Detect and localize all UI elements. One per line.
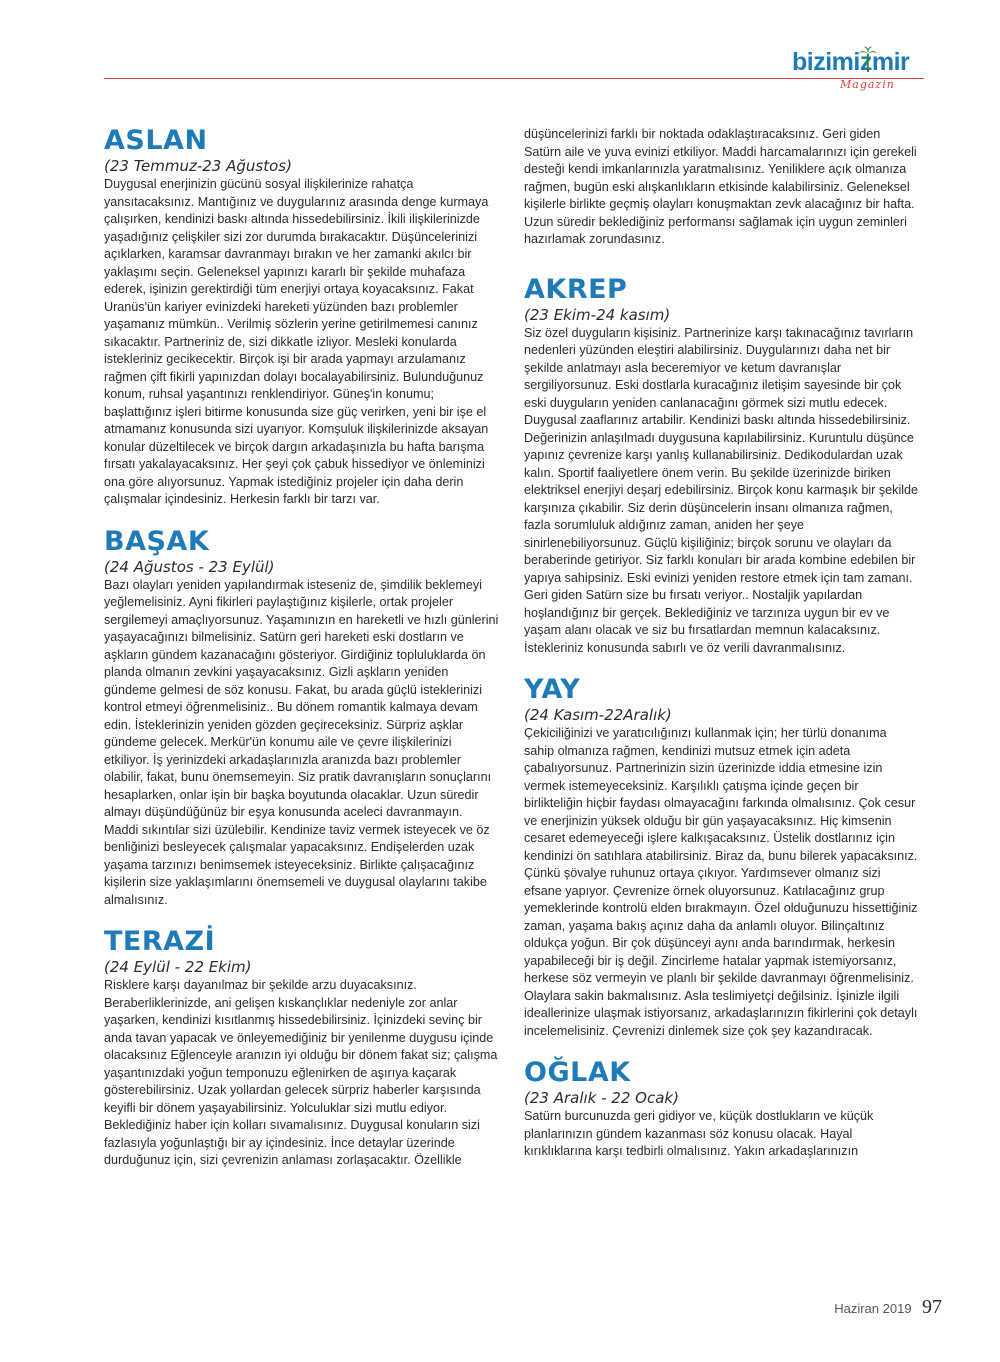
sign-title: ASLAN [104,125,208,156]
sign-text: Duygusal enerjinizin gücünü sosyal ilişkilerinize rahatça yansıtacaksınız. Mantığınız ve duygularınız arasında denge kurmaya çalışırken, kendinizi baskı altında hissedebilirsiniz. İkili ilişkilerinizde yaşadığınız çelişkiler sizi zor durumda bırakacaktır. Düşüncelerinizi açıklarken, karamsar davranmayı bırakın ve her zamanki akılcı bir yaklaşımı seçin. Geleneksel yapınızı kararlı bir şekilde muhafaza ederek, işinizin gerektirdiği tüm enerjiyi ortaya koyacaksınız. Fakat Uranüs'ün kariyer evinizdeki hareketi yüzünden bazı problemler yaşamanız mümkün.. Verilmiş sözlerin yerine getirilmemesi canınız sıkacaktır. Partneriniz de, sizi dikkatle izliyor. Mesleki konularda istekleriniz gecikecektir. Birçok işi bir arada yapmayı arzulamanız rağmen çift fikirli yapınızdan dolayı bocalayabilirsiniz. Bulunduğunuz konum, ruhsal yaşantınızı renklendiriyor. Güneş'in konumu; başlattığınız işleri bitirme konusunda size güç verirken, yeni bir işe el atmamanız konusunda sizi uyarıyor. Komşuluk ilişkilerinizde aksayan konular düzeltilecek ve birçok dargın arkadaşınızla bu hafta barışma fırsatı yakalayacaksınız. Her şeyi çok çabuk hissediyor ve önleminizi ona göre alıyorsunuz. Yapmak istediğiniz projeler için daha derin çalışmalar içindesiniz. Herkesin farklı bir tarzı var. [104,177,489,506]
sign-section-oglak [524,1058,920,1161]
palm-tree-icon [859,46,877,72]
continued-text-section [524,126,920,249]
sign-dates: (23 Aralık - 22 Ocak) [524,1089,679,1107]
sign-title: YAY [524,674,581,705]
sign-dates: (23 Ekim-24 kasım) [524,305,671,324]
sign-text: Satürn burcunuzda geri gidiyor ve, küçük dostlukların ve küçük planlarınızın gündem kazanması söz konusu olacak. Hayal kırıklıklarına karşı tedbirli olmalısınız. Yakın arkadaşlarınızın [524,1109,874,1158]
continued-text: düşüncelerinizi farklı bir noktada odaklaştıracaksınız. Geri giden Satürn aile ve yuva evinizi etkiliyor. Maddi harcamalarınızı için gerekeli desteği kendi imkanlarınızla yaratmalısınız. Yeniliklere açık olmanıza rağmen, bugün eski alışkanlıkların etkisinde kalabilirsiniz. Geleneksel kişilerle birlikte geçmiş olayları konuşmaktan zevk alacağınız bir hafta. Uzun süredir beklediğiniz performansı sağlamak için uygun zeminleri hazırlamak zorundasınız. [524,127,917,246]
page-footer [834,1296,942,1319]
left-column [104,126,499,1188]
issue-date: Haziran 2019 [834,1301,912,1316]
sign-section-basak [104,527,499,910]
logo-subtitle: Magazin [840,78,895,91]
logo-wordmark: bizimizmir [792,48,910,76]
sign-dates: (23 Temmuz-23 Ağustos) [104,157,292,175]
brand-logo[interactable] [792,48,922,94]
sign-dates: (24 Kasım-22Aralık) [524,706,672,724]
sign-dates: (24 Eylül - 22 Ekim) [104,958,252,976]
sign-title: OĞLAK [524,1057,631,1088]
sign-section-akrep [524,275,920,658]
page-number: 97 [922,1296,942,1318]
sign-section-terazi [104,927,499,1170]
sign-title: BAŞAK [104,525,210,557]
right-column [524,126,920,1179]
sign-title: AKREP [524,273,628,305]
sign-dates: (24 Ağustos - 23 Eylül) [104,557,275,576]
sign-section-aslan [104,126,499,509]
sign-title: TERAZİ [104,926,216,957]
sign-section-yay [524,675,920,1040]
sign-text: Bazı olayları yeniden yapılandırmak isteseniz de, şimdilik beklemeyi yeğlemelisiniz. Ayni fikirleri paylaştığınız kişilerle, ortak projeler sergilemeyi amaçlıyorsunuz. Yaşamınızın en hareketli ve hızlı günlerini yaşayacağınızı bilmelisiniz. Satürn geri hareketi eski dostların ve aşkların gündem kazanacağını gösteriyor. Girdiğiniz topluluklarda ön planda olmanın zevkini yaşayacaksınız. Gizli aşkların yeniden gündeme gelmesi de söz konusu. Fakat, bu arada güçlü isteklerinizi kontrol etmeyi öğrenmelisiniz.. Bu dönem romantik kalmaya devam edin. İsteklerinizin yeniden gözden geçireceksiniz. Sürpriz aşklar gündeme gelecek. Merkür'ün konumu aile ve çevre ilişkilerinizi etkiliyor. İş yerinizdeki arkadaşlarınızla aranızda bazı problemler olabilir, fakat, bunu önemsemeyin. Siz pratik davranışların sonuçlarını hesaplarken, onlar işin bir başka boyutunda olacaklar. Uzun süredir almayı düşündüğünüz bir eşya konusunda aceleci davranmayın. Maddi sıkıntılar sizi üzülebilir. Kendinize taviz vermek isteyecek ve öz benliğinizi besleyecek çalışmalar yapacaksınız. Endişelerden uzak yaşama tarzınızı benimsemek isteyeceksiniz. Birlikte çalışacağınız kişilerin size yaklaşımlarını önemsemeli ve duygusal olaylarını takibe almalısınız. [104,577,499,907]
sign-text: Çekiciliğinizi ve yaratıcılığınızı kullanmak için; her türlü donanıma sahip olmanıza rağmen, kendinizi mutsuz etmek için adeta çabalıyorsunuz. Partnerinizin sizin üzerinizde iddia etmesine izin vermek istemeyeceksiniz. Karşılıklı çatışma içinde geçen bir birlikteliğin hiçbir faydası olmayacağını farkında olmalısınız. Çok cesur ve enerjinizin yüksek olduğu bir gün yaşayacaksınız. Hiç kimsenin cesaret edemeyeceği işlere kalkışacaksınız. Üstelik dostlarınız için kendinizi ön satıhlara atabilirsiniz. Biraz da, bunu bilerek yapacaksınız. Çünkü şövalye ruhunuz ortaya çıkıyor. Yardımsever olmanız sizi efsane yapıyor. Çevrenize örnek oluyorsunuz. Katılacağınız grup yemeklerinde kontrolü elden bırakmayın. Özel olduğunuzu hissettiğiniz zaman, yaşama bakış açınız daha da anlamlı oluyor. Bilinçaltınız oldukça yoğun. Bir çok düşünceyi aynı anda barındırmak, herkesin yapabileceği bir iş değil. Zincirleme hatalar yapmak istemiyorsanız, herkese söz vermeyin ve planlı bir şekilde davranmayı öğrenmelisiniz. Olaylara sakin bakmalısınız. Asla teslimiyetçi değilsiniz. İşinizle ilgili ideallerinize ulaşmak istiyorsanız, arkadaşlarınızın fikirlerini çok detaylı incelemelisiniz. Çevrenizi dinlemek size çok şey kazandıracak. [524,726,918,1038]
sign-text: Siz özel duyguların kişisiniz. Partnerinize karşı takınacağınız tavırların nedenleri yüzünden eleştiri alabilirsiniz. Duygularınızı daha net bir şekilde anlatmayı asla beceremiyor ve ketum davranışlar sergiliyorsunuz. Eski dostlarla kuracağınız iletişim sayesinde bir çok eski duyguların yeniden canlanacağını görmek sizi mutlu edecek. Duygusal zaaflarınız artabilir. Kendinizi baskı altında hissedebilirsiniz. Değerinizin anlaşılmadı duygusuna kapılabilirsiniz. Kuruntulu düşünce yapınız çevrenize karşı yanlış kullanabilirsiniz. Dedikodulardan uzak kalın. Sportif faaliyetlere önem verin. Bu şekilde üzerinizde biriken elektriksel enerjiyi deşarj edebilirsiniz. Birçok konu karmaşık bir şekilde karşınıza çıkabilir. Siz derin düşüncelerin insanı olmanıza rağmen, fazla sorumluluk aldığınız zaman, aniden her şeye sinirlenebiliyorsunuz. Güçlü kişiliğiniz; birçok sorunu ve olayları da beraberinde getiriyor. Siz farklı konuları bir arada kombine edebilen bir yapıya sahipsiniz. Eski evinizi yeniden restore etmek için tam zamanı. Geri giden Satürn size bu fırsatı veriyor.. Nostaljik yapılardan hoşlandığınız bir gerçek. Beklediğiniz ve tarzınıza uygun bir ev ve yaşam alanı olacak ve siz bu fırsatlardan memnun kalacaksınız. İstekleriniz konusunda sabırlı ve öz verili davranmalısınız. [524,325,919,655]
sign-text: Risklere karşı dayanılmaz bir şekilde arzu duyacaksınız. Beraberliklerinizde, ani gelişen kıskançlıklar nedeniyle zor anlar yaşarken, kendinizi kısıtlanmış hissedebilirsiniz. İçinizdeki sevinç bir anda tavan yapacak ve önleyemediğiniz bir yenilenme duygusu içinde olacaksınız Eğlenceyle aranızın iyi olduğu bir dönem fakat siz; çalışma yaşantınızdaki yoğun temponuzu eğlenirken de aşırıya kaçarak gösterebilirsiniz. Uzak yollardan gelecek sürpriz haberler karşısında keyifli bir dönem yaşayabilirsiniz. Yolculuklar sizi mutlu ediyor. Beklediğiniz haber için kolları sıvamalısınız. Duygusal konuların sizi fazlasıyla yoğunlaştığı bir ay içindesiniz. İnce detaylar üzerinde durduğunuz için, sizi çevrenizin anlaması zorlaşacaktır. Özellikle [104,978,498,1167]
